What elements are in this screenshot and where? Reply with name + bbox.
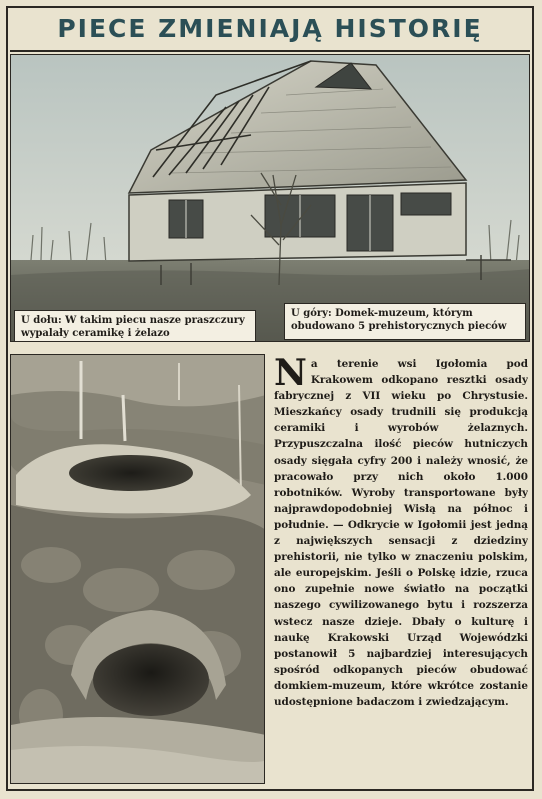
caption-furnace: U dołu: W takim piecu nasze praszczury wypalały ceramikę i żelazo — [14, 310, 256, 342]
caption-museum-house: U góry: Domek-muzeum, którym obudowano 5 prehistorycznych pieców — [284, 303, 526, 340]
article-dropcap: N — [274, 356, 307, 394]
title-divider — [10, 50, 530, 52]
furnace-excavation-photo — [10, 354, 265, 784]
museum-house-photo — [10, 54, 530, 342]
page-title: PIECE ZMIENIAJĄ HISTORIĘ — [57, 14, 483, 43]
article-body — [274, 356, 528, 782]
article-text: a terenie wsi Igołomia pod Krakowem odkopano resztki osady fabrycznej z VII wieku po Chrystusie. Mieszkańcy osady trudnili się produkcją ceramiki i wyrobów żelaznych. Przypuszczalna ilość pieców hutniczych osady sięgała cyfry 200 i należy wnosić, że pracowało przy nich około 1.000 robotników. Wyroby transportowane były najprawdopodobniej Wisłą na północ i południe. — Odkrycie w Igołomii jest jedną z największych sensacji z dziedziny prehistorii, nie tylko w znaczeniu polskim, ale europejskim. Jeśli o Polskę idzie, rzuca ono zupełnie nowe światło na początki naszego cywilizowanego bytu i rozszerza wstecz nasze dzieje. Dbały o kulturę i naukę Krakowski Urząd Wojewódzki postanowił 5 najbardziej interesujących spośród odkopanych pieców obudować domkiem-muzeum, które wkrótce zostanie udostępnione badaczom i zwiedzającym. — [274, 358, 528, 708]
